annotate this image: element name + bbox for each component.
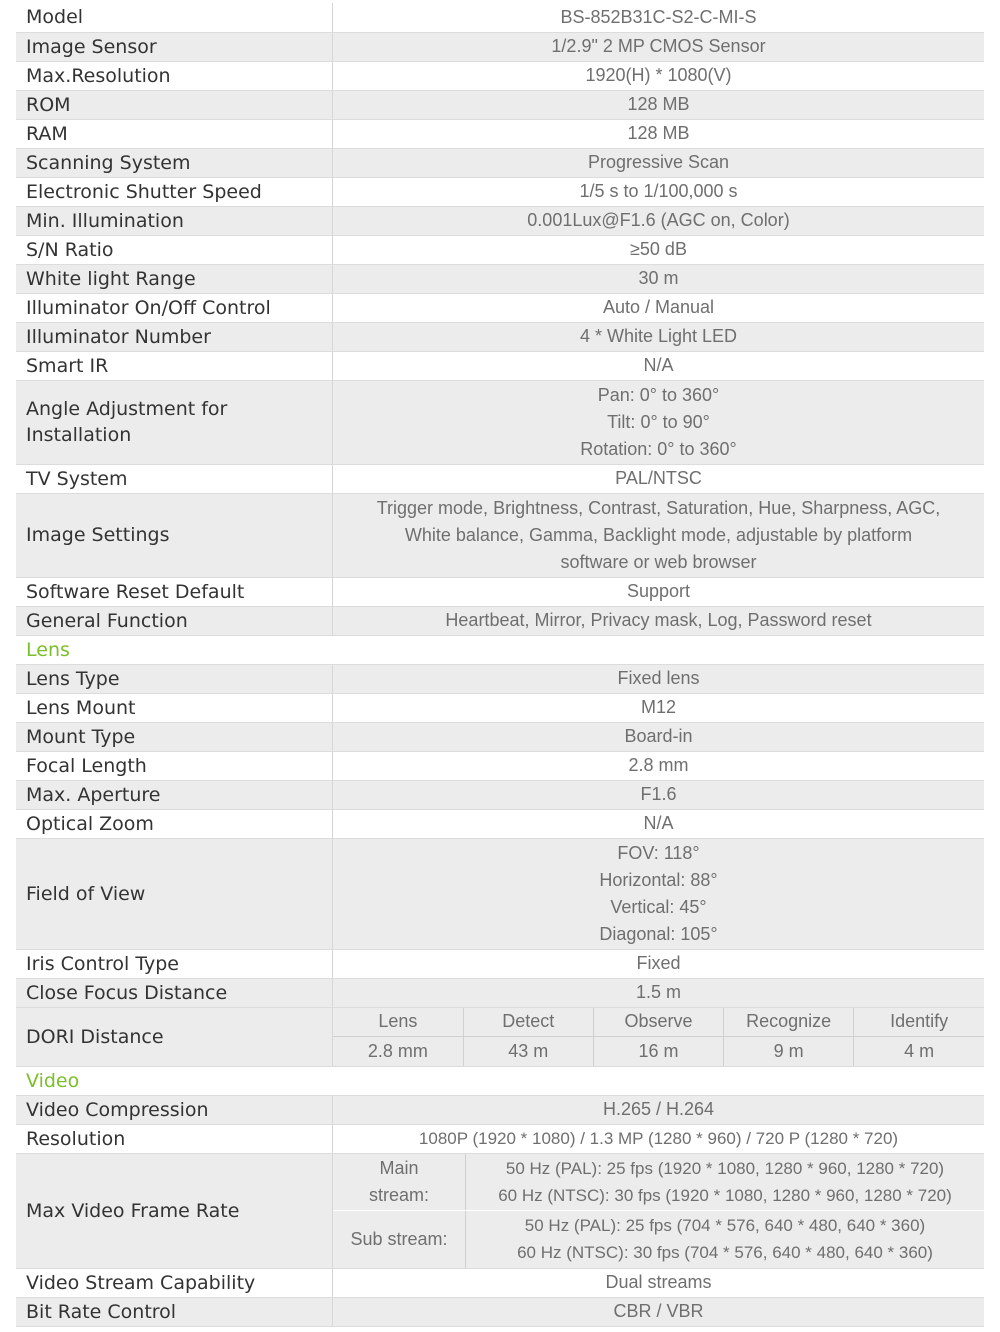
spec-value: 1/5 s to 1/100,000 s xyxy=(333,177,985,206)
dori-value: 43 m xyxy=(463,1037,593,1066)
spec-label: Optical Zoom xyxy=(16,809,333,838)
spec-table xyxy=(16,3,984,1327)
spec-label: Min. Illumination xyxy=(16,206,333,235)
spec-label: Mount Type xyxy=(16,722,333,751)
spec-label: Video Compression xyxy=(16,1095,333,1124)
spec-value-multiline xyxy=(333,493,985,577)
frame-rate-cell xyxy=(333,1153,985,1268)
spec-row-smart-ir xyxy=(16,351,984,380)
value-line: 50 Hz (PAL): 25 fps (704 * 576, 640 * 480, 640 * 360) xyxy=(524,1216,926,1236)
spec-row-scanning-system xyxy=(16,148,984,177)
spec-row-model xyxy=(16,3,984,32)
spec-label: Model xyxy=(16,3,333,32)
dori-header: Recognize xyxy=(724,1008,854,1037)
value-line: Diagonal: 105° xyxy=(599,923,718,944)
spec-value: 0.001Lux@F1.6 (AGC on, Color) xyxy=(333,206,985,235)
spec-value: 1920(H) * 1080(V) xyxy=(333,61,985,90)
value-line: Pan: 0° to 360° xyxy=(597,384,720,405)
spec-row-white-light-range xyxy=(16,264,984,293)
spec-label: Smart IR xyxy=(16,351,333,380)
spec-row-shutter-speed xyxy=(16,177,984,206)
value-line: Vertical: 45° xyxy=(610,896,707,917)
spec-row-field-of-view xyxy=(16,838,984,949)
value-line: 60 Hz (NTSC): 30 fps (704 * 576, 640 * 480, 640 * 360) xyxy=(517,1243,933,1263)
spec-row-lens-type xyxy=(16,664,984,693)
spec-row-stream-capability xyxy=(16,1268,984,1297)
spec-label: ROM xyxy=(16,90,333,119)
frame-rate-table xyxy=(333,1154,984,1268)
spec-value: 128 MB xyxy=(333,90,985,119)
value-line: 50 Hz (PAL): 25 fps (1920 * 1080, 1280 * 960, 1280 * 720) xyxy=(505,1158,945,1178)
spec-row-general-function xyxy=(16,606,984,635)
spec-label: Image Settings xyxy=(16,493,333,577)
value-line: Trigger mode, Brightness, Contrast, Saturation, Hue, Sharpness, AGC, xyxy=(376,497,941,518)
spec-row-lens-mount xyxy=(16,693,984,722)
spec-value: Fixed lens xyxy=(333,664,985,693)
dori-value: 2.8 mm xyxy=(333,1037,463,1066)
section-header-lens xyxy=(16,635,984,664)
spec-value-multiline xyxy=(333,838,985,949)
spec-label: Scanning System xyxy=(16,148,333,177)
spec-label: RAM xyxy=(16,119,333,148)
spec-row-image-settings xyxy=(16,493,984,577)
spec-value: Board-in xyxy=(333,722,985,751)
spec-row-illuminator-control xyxy=(16,293,984,322)
spec-label: Max. Aperture xyxy=(16,780,333,809)
dori-value: 9 m xyxy=(724,1037,854,1066)
spec-row-software-reset xyxy=(16,577,984,606)
section-title: Lens xyxy=(16,635,984,664)
value-line: Horizontal: 88° xyxy=(599,869,718,890)
spec-value: CBR / VBR xyxy=(333,1297,985,1326)
spec-value: ≥50 dB xyxy=(333,235,985,264)
spec-row-focal-length xyxy=(16,751,984,780)
spec-value: PAL/NTSC xyxy=(333,464,985,493)
spec-value: 128 MB xyxy=(333,119,985,148)
sub-stream-values xyxy=(466,1211,985,1268)
spec-label: Bit Rate Control xyxy=(16,1297,333,1326)
spec-label: TV System xyxy=(16,464,333,493)
spec-value: 2.8 mm xyxy=(333,751,985,780)
dori-header: Identify xyxy=(854,1008,984,1037)
spec-value: Fixed xyxy=(333,949,985,978)
dori-header: Detect xyxy=(463,1008,593,1037)
spec-value: 1.5 m xyxy=(333,978,985,1007)
dori-value-row xyxy=(333,1037,984,1066)
spec-row-dori-distance xyxy=(16,1007,984,1066)
spec-row-bit-rate-control xyxy=(16,1297,984,1326)
spec-value: Progressive Scan xyxy=(333,148,985,177)
spec-label: Lens Type xyxy=(16,664,333,693)
sub-stream-label: Sub stream: xyxy=(333,1211,466,1268)
spec-label: Max.Resolution xyxy=(16,61,333,90)
spec-label: Image Sensor xyxy=(16,32,333,61)
spec-value: 30 m xyxy=(333,264,985,293)
dori-table xyxy=(333,1008,984,1066)
spec-row-ram xyxy=(16,119,984,148)
main-stream-label xyxy=(333,1154,466,1211)
spec-row-rom xyxy=(16,90,984,119)
spec-value: N/A xyxy=(333,351,985,380)
spec-value: 1080P (1920 * 1080) / 1.3 MP (1280 * 960) / 720 P (1280 * 720) xyxy=(333,1124,985,1153)
section-header-video xyxy=(16,1066,984,1095)
spec-row-optical-zoom xyxy=(16,809,984,838)
main-stream-row xyxy=(333,1154,984,1211)
main-stream-values xyxy=(466,1154,985,1211)
spec-label: General Function xyxy=(16,606,333,635)
sub-stream-row xyxy=(333,1211,984,1268)
spec-label: DORI Distance xyxy=(16,1007,333,1066)
dori-header: Observe xyxy=(593,1008,723,1037)
spec-label: Focal Length xyxy=(16,751,333,780)
spec-label: Angle Adjustment for Installation xyxy=(16,380,333,464)
spec-label: S/N Ratio xyxy=(16,235,333,264)
spec-value: Dual streams xyxy=(333,1268,985,1297)
spec-row-angle-adjustment xyxy=(16,380,984,464)
spec-label: Illuminator Number xyxy=(16,322,333,351)
spec-value: BS-852B31C-S2-C-MI-S xyxy=(333,3,985,32)
spec-label: Lens Mount xyxy=(16,693,333,722)
value-line: 60 Hz (NTSC): 30 fps (1920 * 1080, 1280 * 960, 1280 * 720) xyxy=(498,1185,952,1205)
spec-row-mount-type xyxy=(16,722,984,751)
label-line: stream: xyxy=(368,1184,429,1205)
value-line: White balance, Gamma, Backlight mode, adjustable by platform xyxy=(404,524,913,545)
spec-row-iris-control xyxy=(16,949,984,978)
dori-value: 4 m xyxy=(854,1037,984,1066)
spec-row-image-sensor xyxy=(16,32,984,61)
spec-value: Heartbeat, Mirror, Privacy mask, Log, Password reset xyxy=(333,606,985,635)
spec-value: H.265 / H.264 xyxy=(333,1095,985,1124)
spec-value: F1.6 xyxy=(333,780,985,809)
value-line: software or web browser xyxy=(560,551,757,572)
spec-row-close-focus xyxy=(16,978,984,1007)
section-title: Video xyxy=(16,1066,984,1095)
spec-row-resolution xyxy=(16,1124,984,1153)
spec-row-max-aperture xyxy=(16,780,984,809)
spec-row-sn-ratio xyxy=(16,235,984,264)
spec-label: Field of View xyxy=(16,838,333,949)
spec-row-tv-system xyxy=(16,464,984,493)
spec-label: Close Focus Distance xyxy=(16,978,333,1007)
spec-value: 1/2.9" 2 MP CMOS Sensor xyxy=(333,32,985,61)
dori-table-cell xyxy=(333,1007,985,1066)
spec-row-max-frame-rate xyxy=(16,1153,984,1268)
dori-value: 16 m xyxy=(593,1037,723,1066)
spec-value: N/A xyxy=(333,809,985,838)
spec-value: Auto / Manual xyxy=(333,293,985,322)
spec-label: Illuminator On/Off Control xyxy=(16,293,333,322)
spec-label: Iris Control Type xyxy=(16,949,333,978)
value-line: FOV: 118° xyxy=(617,842,700,863)
spec-label: Video Stream Capability xyxy=(16,1268,333,1297)
spec-label: Software Reset Default xyxy=(16,577,333,606)
value-line: Rotation: 0° to 360° xyxy=(580,438,737,459)
dori-header-row xyxy=(333,1008,984,1037)
spec-value: 4 * White Light LED xyxy=(333,322,985,351)
spec-row-illuminator-number xyxy=(16,322,984,351)
spec-label: Max Video Frame Rate xyxy=(16,1153,333,1268)
dori-header: Lens xyxy=(333,1008,463,1037)
spec-value-multiline xyxy=(333,380,985,464)
spec-row-min-illumination xyxy=(16,206,984,235)
label-line: Main xyxy=(379,1157,419,1178)
spec-value: Support xyxy=(333,577,985,606)
spec-label: White light Range xyxy=(16,264,333,293)
spec-row-video-compression xyxy=(16,1095,984,1124)
spec-label: Resolution xyxy=(16,1124,333,1153)
value-line: Tilt: 0° to 90° xyxy=(607,411,710,432)
spec-label: Electronic Shutter Speed xyxy=(16,177,333,206)
spec-row-max-resolution xyxy=(16,61,984,90)
spec-value: M12 xyxy=(333,693,985,722)
